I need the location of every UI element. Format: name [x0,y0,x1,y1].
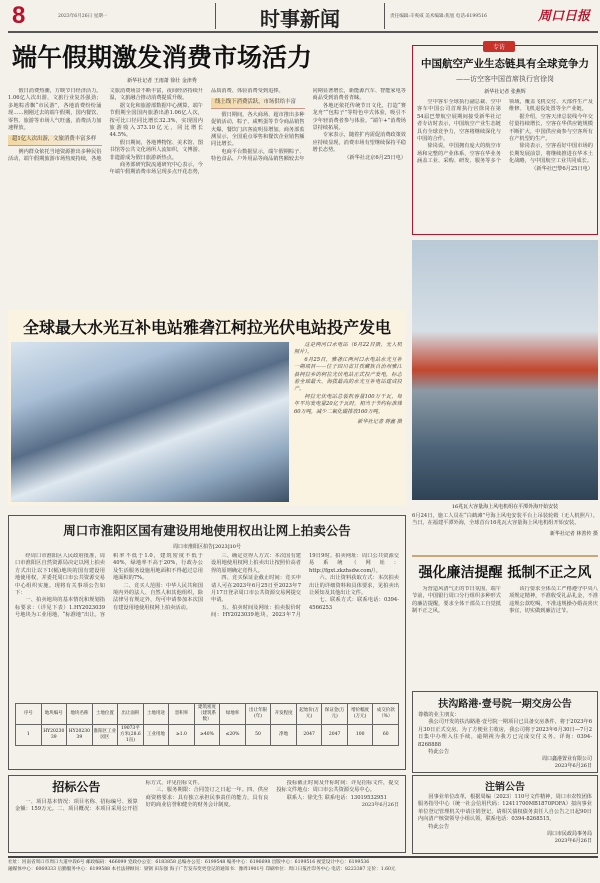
subheading: 线上线下消费活跃，市场供给丰富 [211,98,305,108]
interview-body [417,99,593,225]
table-header-cell: 地块名称 [67,704,93,725]
paragraph: 商务部研究院流通研究中心表示，今年端午假期消费市场呈现多点开花态势，品质消费、体验消费受到追捧。 [109,88,284,176]
lead-body [8,88,406,303]
interview-tag: 专访 [483,41,515,52]
editor-credits: 责任编辑:辛爽威 美术编辑:焦旭 电话:6199516 [390,14,487,19]
section-title: 时事新闻 [215,3,385,29]
table-header-cell: 地块编号 [41,704,67,725]
table-cell: ≤20% [220,725,246,746]
handover-notice [412,691,598,773]
tender-title: 招标公告 [52,780,101,794]
handover-closing: 特此公告 [428,749,450,756]
wind-photo-caption [412,503,598,537]
tender-notice [8,775,406,853]
paragraph: 假日消费热潮，方映节日经济活力。1.06亿人次出游，文旅行业复苏强劲；多地粽香飘“市民游”，各地消费纷纷涌现……刚刚过去的端午假期，国内餐饮、零售、旅游等市场人气旺盛，消费活力加速释放。 [8,88,102,132]
table-header-cell: 成交价款（%） [373,704,399,725]
table-cell: 2047 [296,725,322,746]
paragraph: 五、拍卖时间及网址：拍卖报价时间：HY2023039地块，2023年7月19日9时。拍卖网址：周口公共资源交易系统（网址：http://fgxt.zkzhsdw.com/）。 [211,553,399,619]
interview-headline: 中国航空产业生态链具有全球竞争力 [421,58,589,70]
auction-doc-number: 周口市淮阳区拍告[2023]10号 [173,544,241,550]
cancel-signer: 周口市民政局事务局 [546,831,592,838]
handover-date: 2023年6月26日 [554,763,592,770]
paragraph: 各地还依托传统节日文化，打造“赛龙舟”“包粽子”等特色中式体验，吸引不少年轻消费者参与体验。“端午+”消费场景持续拓展。 [312,102,406,132]
dateline: （新华社巴黎6月25日电） [531,165,593,172]
table-cell: 2047 [322,725,348,746]
photo-credit: 新华社记者 蒋鑫 摄 [357,419,402,426]
handover-signer: 周口鑫港置业有限公司 [541,756,592,763]
cancel-body: 因事业单位改革，根据周编〔2023〕110号文件精神，周口市农牧团体服务指导中心（统一社会信用代码：12411700MB1870POFA）拟向事业单位登记管理机关申请注销登记，请相关债权债务责任人自公告之日起90日内向清产核资领导小组认领，联系电话：0394-8268515。 [418,794,592,823]
newspaper-logo: 周口日报 [538,9,591,24]
cancellation-notice [412,775,598,854]
lead-headline: 端午假期激发消费市场活力 [11,43,312,72]
integrity-article [412,562,598,688]
table-cell: HY2023039 [67,725,93,746]
tender-date: 2023年6月26日 [361,802,399,809]
lead-byline: 新华社记者 王雨萧 徐壮 金津秀 [127,78,197,84]
paragraph: 经周口市淮阳区人民政府批准，周口市淮阳区自然资源局决定以网上拍卖方式出让以下1(幅)地块的国有建设用地使用权，并委托周口市公共资源交易中心组织实施。现将有关事项公告如下： [15,553,105,597]
table-header-cell: 出让年限(年) [245,704,271,725]
integrity-headline: 强化廉洁提醒 抵制不正之风 [418,565,592,581]
paragraph: 三、服务期限：合同签订之日起一年。四、供应商资格要求：具有独立承担民事责任的能力，具有良好的商业信誉和健全的财务会计制度。 [145,787,269,809]
table-header-cell: 土地用途 [143,704,169,725]
handover-title: 扶沟路港·壹号院一期交房公告 [438,699,572,710]
paragraph: 6月25日，雅砻江两河口水电站水光互补一期项目——位于四川省甘孜藏族自治州雅江县柯拉乡的柯拉光伏电站正式投产发电，标志着全球最大、海拔最高的水光互补电站建成投产。 [294,356,402,393]
paragraph: 三、确定竞得人方式：本次国有建设用地使用权网上拍卖出让按照价高者得的原则确定竞得人。 [211,553,301,574]
cancel-body-wrap [418,794,592,831]
table-cell: 100 [347,725,373,746]
paragraph: 例内群众依托当地资源推出多种民俗活动，端午假期旅游市场热度持续，各地文旅消费场景不断丰富，夜间经济持续升温，文旅融合推动消费提质升级。 [8,88,203,163]
paragraph: 投标截止时间及开标时间：详见招标文件，提交投标文件地点：周口市公共资源交易中心。 [276,780,399,794]
paragraph: 四、竞买保证金截止时间：竞买申请人可在2023年6月25日至2023年7月17日登录周口市公共资源交易网提交申请。 [211,575,301,604]
subheading: 超1亿人次出游，文旅消费丰富多样 [8,135,102,145]
paragraph: 一、项目基本情况：项目名称、招标编号、预算金额：159万元。二、项目概况：本项目采用公开招标方式，详见招标文件。 [15,780,203,813]
paragraph: 六、出让资料获取方式：本次拍卖出让的详细资料和具体要求，见拍卖出让须知及其他出让文件。 [309,575,399,597]
cancel-title: 注销公告 [485,782,525,793]
table-cell: 淮阳区工业园区 [92,725,118,746]
caption-text: 6月24日，施工人员在“白鹤滩”号海上风电安装平台上吊装轮毂（无人机照片）。当日，在福建平潭外海，全球首台16兆瓦大容量海上风电机组开始安装。 [412,513,598,527]
cancel-date: 2023年6月26日 [554,838,592,845]
paragraph: 假日期间，各大商场、超市推出多种促销活动，粽子、咸鸭蛋等节令商品销售火爆，餐饮门店客流明显增加。商务部监测显示，全国重点零售和餐饮企业销售额同比增长。 [211,111,305,148]
interview-byline: 新华社记者 张燕辉 [484,89,526,95]
handover-body-wrap [418,719,592,756]
solar-headline: 全球最大水光互补电站雅砻江柯拉光伏电站投产发电 [22,318,391,337]
auction-body [15,553,399,699]
photo-credit: 新华社记者 林善传 摄 [549,530,598,537]
table-cell: 19073平方米(28.61亩) [118,725,144,746]
table-cell: 60 [373,725,399,746]
caption-title: 16兆瓦大容量海上风电机组在平潭外海开始安装 [451,504,559,510]
paragraph: 专家表示，随着扩内需促消费政策效应持续显现，消费市场有望继续保持平稳增长态势。 [312,132,406,154]
table-cell: 1 [16,725,42,746]
integrity-body [412,586,598,686]
table-header-cell: 起始价(万元) [296,704,322,725]
paragraph: 空中客车全球执行副总裁、空中客车中国公司首席执行官徐岗在第54届巴黎航空展期间接受新华社记者专访时表示，中国航空产业生态链具有全球竞争力，空客将继续深化与中国的合作。 [417,99,501,143]
table-header-row [16,704,399,725]
solar-photo [11,342,289,502]
table-header-cell: 建筑密度（建筑系数） [194,704,220,725]
issue-date: 2023年6月26日 星期一 [58,14,108,19]
footer-line-1: 社址：河南省周口市周口大道中段6号 邮政编码：466099 党政办公室：6183858 总编办公室：6199548 编务中心：6196698 出版中心：6199516 视觉设计中心：6199536 [8,860,370,865]
footer-line-2: 融媒体中心：6069333 后勤服务中心：6199588 本社法律顾问：梁钢 田东强 海子广告发布变更登记的通知书：豫周1901号 印刷单位：周口日报社印务中心 电话：8223387 定价：1.60元 [8,866,396,872]
lead-article [8,38,406,300]
interview-box [412,45,598,235]
table-header-cell: 容积率 [169,704,195,725]
table-cell: HY2023039 [41,725,67,746]
table-header-cell: 序号 [16,704,42,725]
solar-caption [294,342,402,502]
table-cell: 净地 [271,725,297,746]
interview-subtitle: ——访空客中国首席执行官徐岗 [456,75,554,83]
paragraph: 据介绍，空客天津总装线今年交付量持续增长，空客在华供应链规模不断扩大，中国供应商参与空客所有在产机型的生产。 [509,113,593,143]
divider [412,555,598,557]
paragraph: 据文化和旅游部数据中心测算，端午节假期全国国内旅游出游1.06亿人次，按可比口径同比增长32.3%，实现国内旅游收入373.10亿元，同比增长44.5%。 [109,102,203,139]
paragraph: 这是两河口水电站（6月22日摄，无人机照片）。 [294,342,402,356]
paragraph: 该行要求全体员工严格遵守中央八项规定精神，不准收受礼品礼金，不准违规公款吃喝，不准违规操办婚丧喜庆事宜，切实做到廉洁过节。 [509,586,598,615]
table-cell: 工业用地 [143,725,169,746]
solar-article [8,310,406,505]
footer [8,856,598,873]
auction-title: 周口市淮阳区国有建设用地使用权出让网上拍卖公告 [63,523,351,538]
table-row [16,725,399,746]
paragraph: 联系人：徐先生 联系电话：13019532951 [286,794,387,801]
paragraph: 七、联系方式：联系电话：0394-4566253 [309,597,399,611]
auction-table [15,703,399,746]
tender-body [15,780,399,848]
table-cell: ≥1.0 [169,725,195,746]
paragraph: 为营造风清气正的节日氛围，端午节前，中国银行周口分行组织多种形式的廉洁提醒，要求全体干部员工自觉抵制不正之风。 [412,586,501,615]
table-header-cell: 出让面积 [118,704,144,725]
table-cell: ≥40% [194,725,220,746]
header-rule [8,31,598,33]
paragraph: 徐岗表示，空客看好中国市场的长期发展前景，将继续推进在华本土化战略，与中国航空工业共同成长。 [509,143,593,165]
wind-turbine-photo [412,240,598,500]
table-cell: 50 [245,725,271,746]
table-header-cell: 保证金(万元) [322,704,348,725]
paragraph: 柯拉光伏电站总装机容量100万千瓦，每年平均发电量20亿千瓦时，相当于节约标准煤60万吨，减少二氧化碳排放160万吨。 [294,393,402,415]
handover-salutation: 尊敬的业主朋友： [418,712,460,718]
handover-body: 我公司开发的扶沟路港·壹号院一期项目已具备交房条件，将于2023年6月30日正式交房。为了方便业主收房，我公司将于2023年6月30日—7月2日集中办理入住手续，逾期视为我方已完成交付义务。详询：0394-8268888 [418,719,592,748]
auction-notice [8,515,406,770]
paragraph: 假日期间，各地博物馆、美术馆、图书馆等公共文化场所人流如织，文博游、非遗游成为假日旅游新热点。 [109,139,203,161]
page-number: 8 [12,2,26,29]
paragraph: 徐岗说，中国拥有庞大的航空市场和完整的产业体系，空客在华业务涵盖工业、采购、研发、服务等多个领域，覆盖飞机交付、大部件生产及维修、飞机退役处置等全产业链。 [417,99,593,165]
table-header-cell: 土地位置 [92,704,118,725]
paragraph: 一、拍卖地块的基本情况和规划指标要求：（详见下表）1.HY2023039号地块为工业用地，“标准地”出让。容积率不低于1.0，建筑密度不低于40%，绿地率不高于20%，行政办公及生活服务设施用地面积不得超过总用地面积的7%。 [15,553,203,619]
paragraph: 二、竞买人范围：中华人民共和国境内外的法人、自然人和其他组织，除法律另有规定外，均可申请参加本次国有建设用地使用权网上拍卖活动。 [113,582,203,611]
dateline: （新华社北京6月25日电） [344,154,406,161]
table-header-cell: 绿地率 [220,704,246,725]
paragraph: 电商平台数据显示，端午假期粽子、特色食品、户外用品等商品销售额较去年同期显著增长，新能源汽车、智能家电等商品受到消费者青睐。 [211,88,406,163]
table-header-cell: 增价幅度(万元) [347,704,373,725]
table-header-cell: 开发程度 [271,704,297,725]
cancel-closing: 特此公告 [428,823,450,830]
